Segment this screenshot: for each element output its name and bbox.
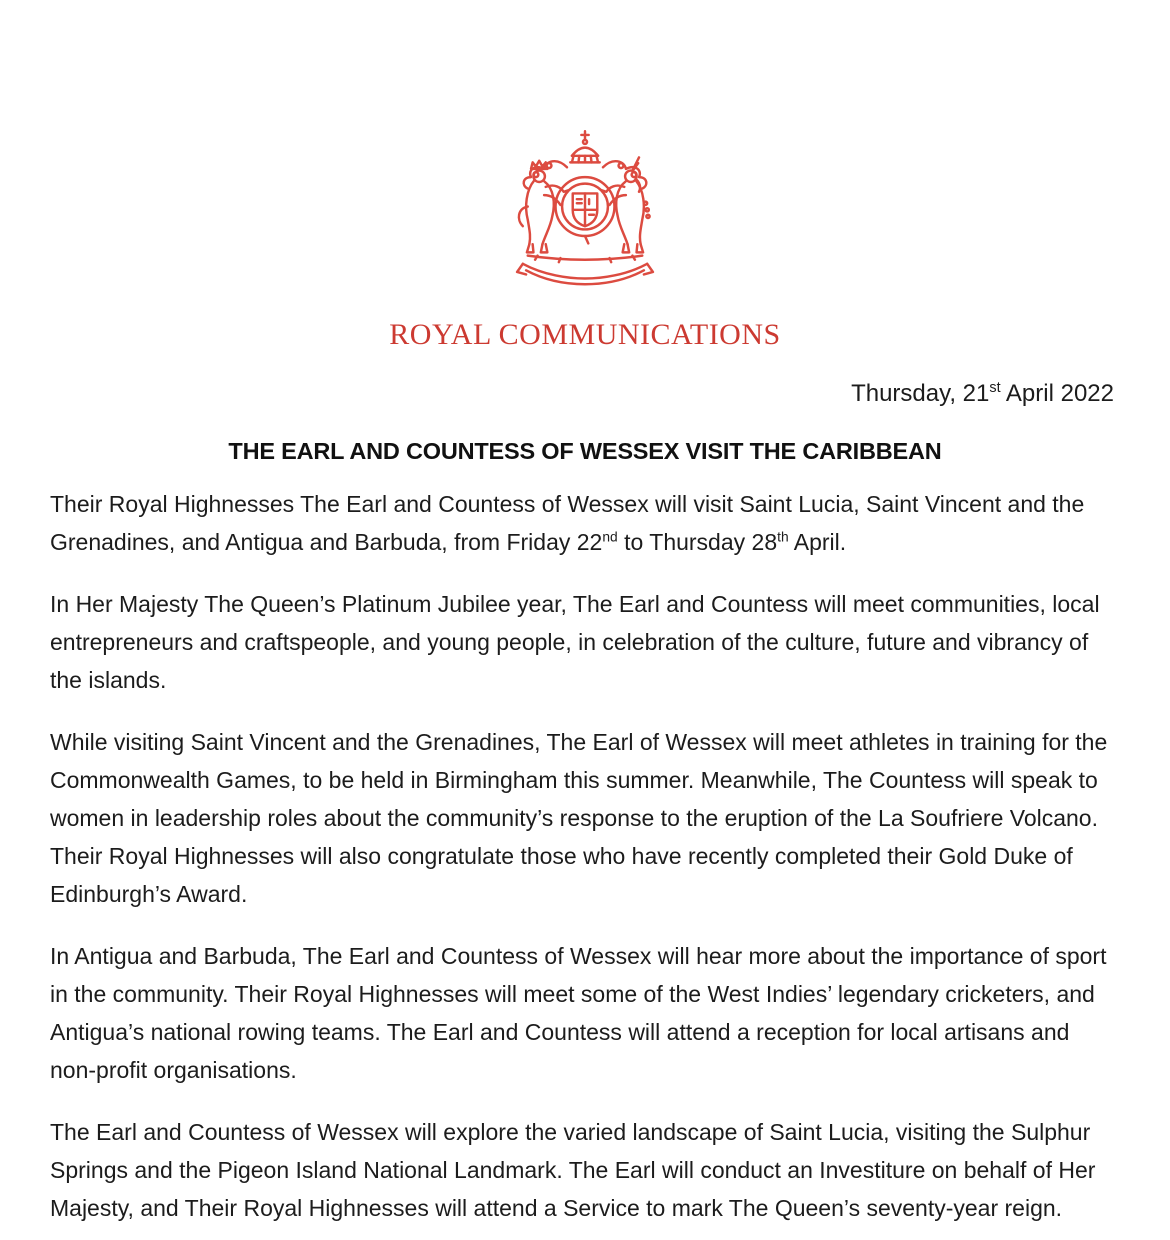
paragraph-itinerary: Their Royal Highnesses The Earl and Countess of Wessex will visit Saint Lucia, Saint Vincent and the Grenadines, and Antigua and Barbuda, from Friday 22nd to Thursday 28th April. xyxy=(50,490,1085,555)
headline: THE EARL AND COUNTESS OF WESSEX VISIT THE CARIBBEAN xyxy=(228,437,942,464)
paragraph-saint-lucia: The Earl and Countess of Wessex will explore the varied landscape of Saint Lucia, visiting the Sulphur Springs and the Pigeon Island National Landmark. The Earl will conduct an Investiture on behalf of Her Majesty, and Their Royal Highnesses will attend a Service to mark The Queen’s seventy-year reign. xyxy=(50,1118,1096,1221)
paragraph-saint-vincent: While visiting Saint Vincent and the Grenadines, The Earl of Wessex will meet athletes in training for the Commonwealth Games, to be held in Birmingham this summer. Meanwhile, The Countess will speak to women in leadership roles about the community’s response to the eruption of the La Soufriere Volcano. Their Royal Highnesses will also congratulate those who have recently completed their Gold Duke of Edinburgh’s Award. xyxy=(50,728,1108,907)
paragraph-jubilee: In Her Majesty The Queen’s Platinum Jubilee year, The Earl and Countess will meet communities, local entrepreneurs and craftspeople, and young people, in celebration of the culture, future and vibrancy of the islands. xyxy=(50,590,1100,693)
organisation-title: ROYAL COMMUNICATIONS xyxy=(389,317,781,351)
date-line: Thursday, 21st April 2022 xyxy=(851,379,1114,407)
paragraph-antigua: In Antigua and Barbuda, The Earl and Countess of Wessex will hear more about the importance of sport in the community. Their Royal Highnesses will meet some of the West Indies’ legendary cricketers, and Antigua’s national rowing teams. The Earl and Countess will attend a reception for local artisans and non-profit organisations. xyxy=(50,942,1107,1083)
royal-coat-of-arms-icon xyxy=(495,128,675,292)
